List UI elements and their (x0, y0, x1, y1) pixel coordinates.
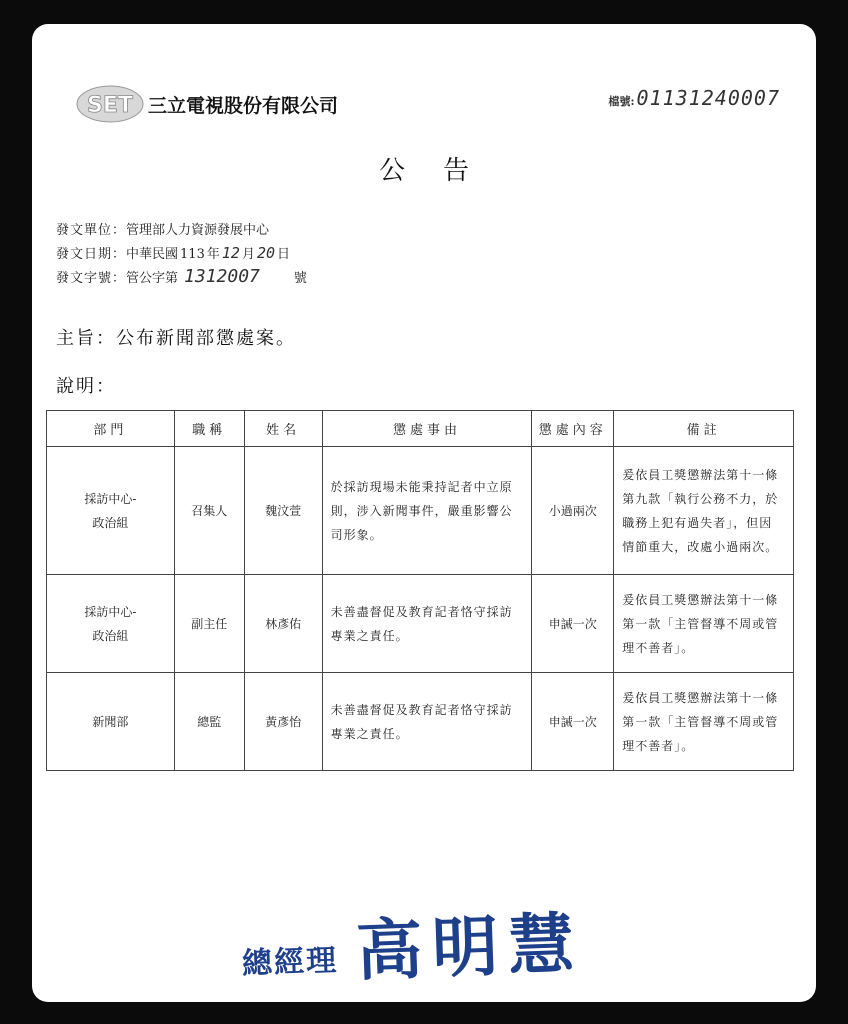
docnum-label: 發文字號： (56, 271, 127, 286)
table-header-row (47, 411, 794, 447)
explanation-label: 說明： (56, 376, 116, 397)
issuer-value: 管理部人力資源發展中心 (126, 223, 270, 238)
docnum-prefix: 管公字第 (126, 271, 179, 286)
signature-name: 高明慧 (354, 904, 586, 990)
cell-note: 爰依員工獎懲辦法第十一條第一款「主管督導不周或管理不善者」。 (614, 673, 794, 771)
header-reason: 懲處事由 (322, 411, 532, 447)
cell-note: 爰依員工獎懲辦法第十一條第九款「執行公務不力，於職務上犯有過失者」，但因情節重大，改處小過兩次。 (614, 447, 794, 575)
dept-line: 政治組 (92, 628, 129, 643)
header-penalty: 懲處內容 (532, 411, 614, 447)
meta-issuer (56, 220, 307, 242)
meta-docnum (56, 266, 307, 290)
cell-penalty: 申誡一次 (532, 575, 614, 673)
document-meta (56, 220, 307, 290)
cell-name: 魏汶萱 (244, 447, 322, 575)
cell-name: 林彥佑 (244, 575, 322, 673)
cell-penalty: 申誡一次 (532, 673, 614, 771)
cell-name: 黃彥怡 (244, 673, 322, 771)
file-number (608, 86, 780, 110)
company-logo (76, 84, 338, 124)
table-row (47, 447, 794, 575)
cell-title: 召集人 (174, 447, 244, 575)
date-day: 20 (256, 244, 276, 262)
logo-mark-text: SET (87, 93, 133, 118)
dept-line: 採訪中心- (84, 491, 137, 506)
cell-dept (47, 673, 175, 771)
meta-date (56, 242, 307, 266)
docnum-suffix: 號 (293, 271, 307, 286)
header-dept: 部門 (47, 411, 175, 447)
signature-stamp (242, 894, 584, 989)
cell-note: 爰依員工獎懲辦法第十一條第一款「主管督導不周或管理不善者」。 (614, 575, 794, 673)
date-label: 發文日期： (56, 247, 127, 262)
date-month-suffix: 月 (241, 247, 255, 262)
cell-reason: 於採訪現場未能秉持記者中立原則，涉入新聞事件，嚴重影響公司形象。 (322, 447, 532, 575)
notice-title: 公告 (378, 156, 507, 186)
subject-line: 主旨：公布新聞部懲處案。 (56, 328, 296, 349)
dept-line: 採訪中心- (84, 604, 137, 619)
cell-reason: 未善盡督促及教育記者恪守採訪專業之責任。 (322, 673, 532, 771)
cell-title: 總監 (174, 673, 244, 771)
table-row (47, 575, 794, 673)
date-prefix: 中華民國 (126, 247, 179, 262)
signature-title: 總經理 (241, 943, 339, 982)
docnum-value: 1312007 (184, 266, 260, 287)
dept-line: 政治組 (92, 515, 129, 530)
document-page (32, 24, 816, 1002)
cell-dept (47, 575, 175, 673)
header-name: 姓名 (244, 411, 322, 447)
date-year: 113 (180, 247, 205, 262)
header-title: 職稱 (174, 411, 244, 447)
company-name: 三立電視股份有限公司 (148, 94, 339, 117)
date-year-suffix: 年 (206, 247, 220, 262)
issuer-label: 發文單位： (56, 223, 127, 238)
cell-dept (47, 447, 175, 575)
table-row (47, 673, 794, 771)
cell-reason: 未善盡督促及教育記者恪守採訪專業之責任。 (322, 575, 532, 673)
set-logo-icon (76, 84, 144, 124)
header-note: 備註 (614, 411, 794, 447)
cell-title: 副主任 (174, 575, 244, 673)
penalty-table (46, 410, 794, 771)
file-number-label: 檔號: (608, 95, 635, 108)
date-day-suffix: 日 (277, 247, 291, 262)
cell-penalty: 小過兩次 (532, 447, 614, 575)
file-number-value: 01131240007 (636, 86, 780, 110)
dept-line: 新聞部 (92, 714, 129, 729)
date-month: 12 (221, 244, 240, 262)
